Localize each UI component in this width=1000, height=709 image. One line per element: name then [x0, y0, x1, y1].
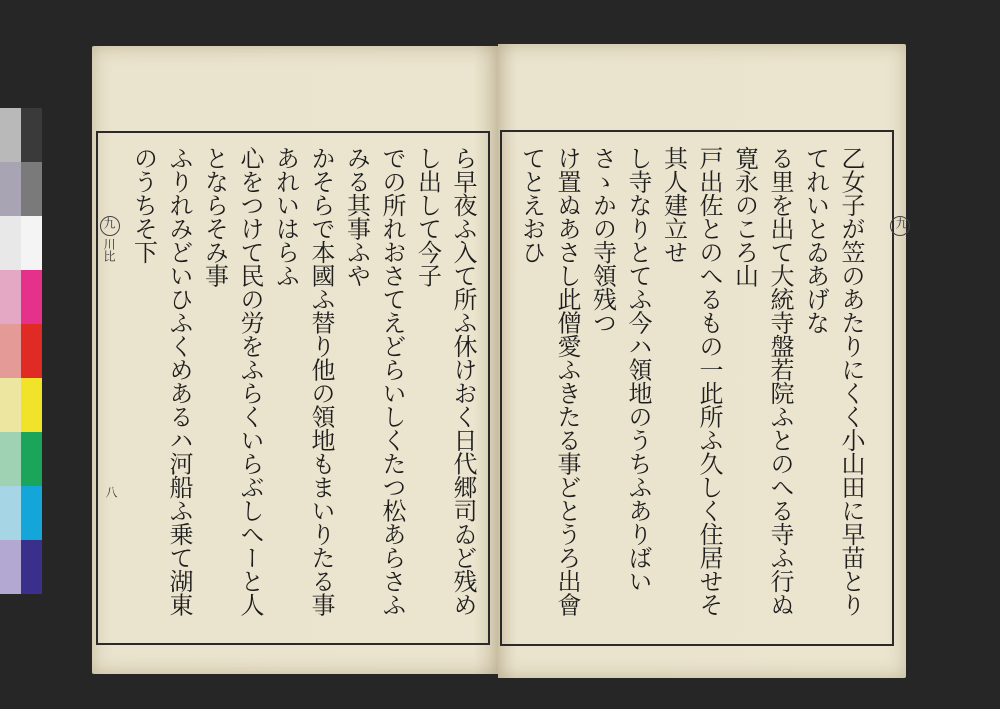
- text-column: での所れおさてえどらいしくたつ松あらさふみる其事ふや: [342, 146, 406, 616]
- text-column: ふりれみどいひふくめあるハ河船ふ乗て湖東のうちそ下: [129, 146, 193, 616]
- calibration-swatch: [21, 324, 42, 378]
- calibration-swatch: [21, 540, 42, 594]
- calibration-swatch: [21, 378, 42, 432]
- calibration-swatch: [0, 378, 21, 432]
- text-column: る里を出て大統寺盤若院ふとのへる寺ふ行ぬ寛永のころ山: [730, 146, 794, 616]
- calibration-swatch: [21, 432, 42, 486]
- text-column: 乙女子が笠のあたりにくく小山田に早苗とりてれいとゐあげな: [801, 146, 865, 616]
- calibration-swatch: [0, 540, 21, 594]
- left-side-label: 川比: [102, 238, 116, 262]
- right-page-text: [512, 146, 868, 632]
- calibration-swatch: [0, 270, 21, 324]
- text-column: け置ぬあさし此僧愛ふきたる事どとうろ出會てとえおひ: [517, 146, 581, 616]
- left-page-number: 八: [104, 486, 118, 498]
- calibration-swatch: [21, 108, 42, 162]
- text-column: 心をつけて民の労をふらくいらぶしへーと人とならそみ事: [200, 146, 264, 616]
- text-column: かそらで本國ふ替り他の領地もまいりたる事あれいはらふ: [271, 146, 335, 616]
- calibration-swatch: [0, 108, 21, 162]
- right-folio-marker: 九: [894, 217, 908, 229]
- calibration-swatch: [0, 324, 21, 378]
- calibration-swatch: [0, 162, 21, 216]
- left-folio-marker: 九: [102, 217, 116, 229]
- calibration-swatch: [21, 162, 42, 216]
- text-column: ら早夜ふ入て所ふ休けおく日代郷司ゐど残めし出して今子: [413, 146, 477, 616]
- text-column: し寺なりとてふ今ハ領地のうちふありばいさゝかの寺領残つ: [588, 146, 652, 593]
- calibration-swatch: [0, 216, 21, 270]
- calibration-swatch: [21, 216, 42, 270]
- color-calibration-strip: [0, 108, 42, 608]
- calibration-swatch: [21, 486, 42, 540]
- text-column: 戸出佐とのへるもの一此所ふ久しく住居せそ其人建立せ: [659, 146, 723, 616]
- calibration-swatch: [0, 432, 21, 486]
- left-page-text: [128, 146, 480, 632]
- text-column: [512, 146, 513, 632]
- calibration-swatch: [21, 270, 42, 324]
- calibration-swatch: [0, 486, 21, 540]
